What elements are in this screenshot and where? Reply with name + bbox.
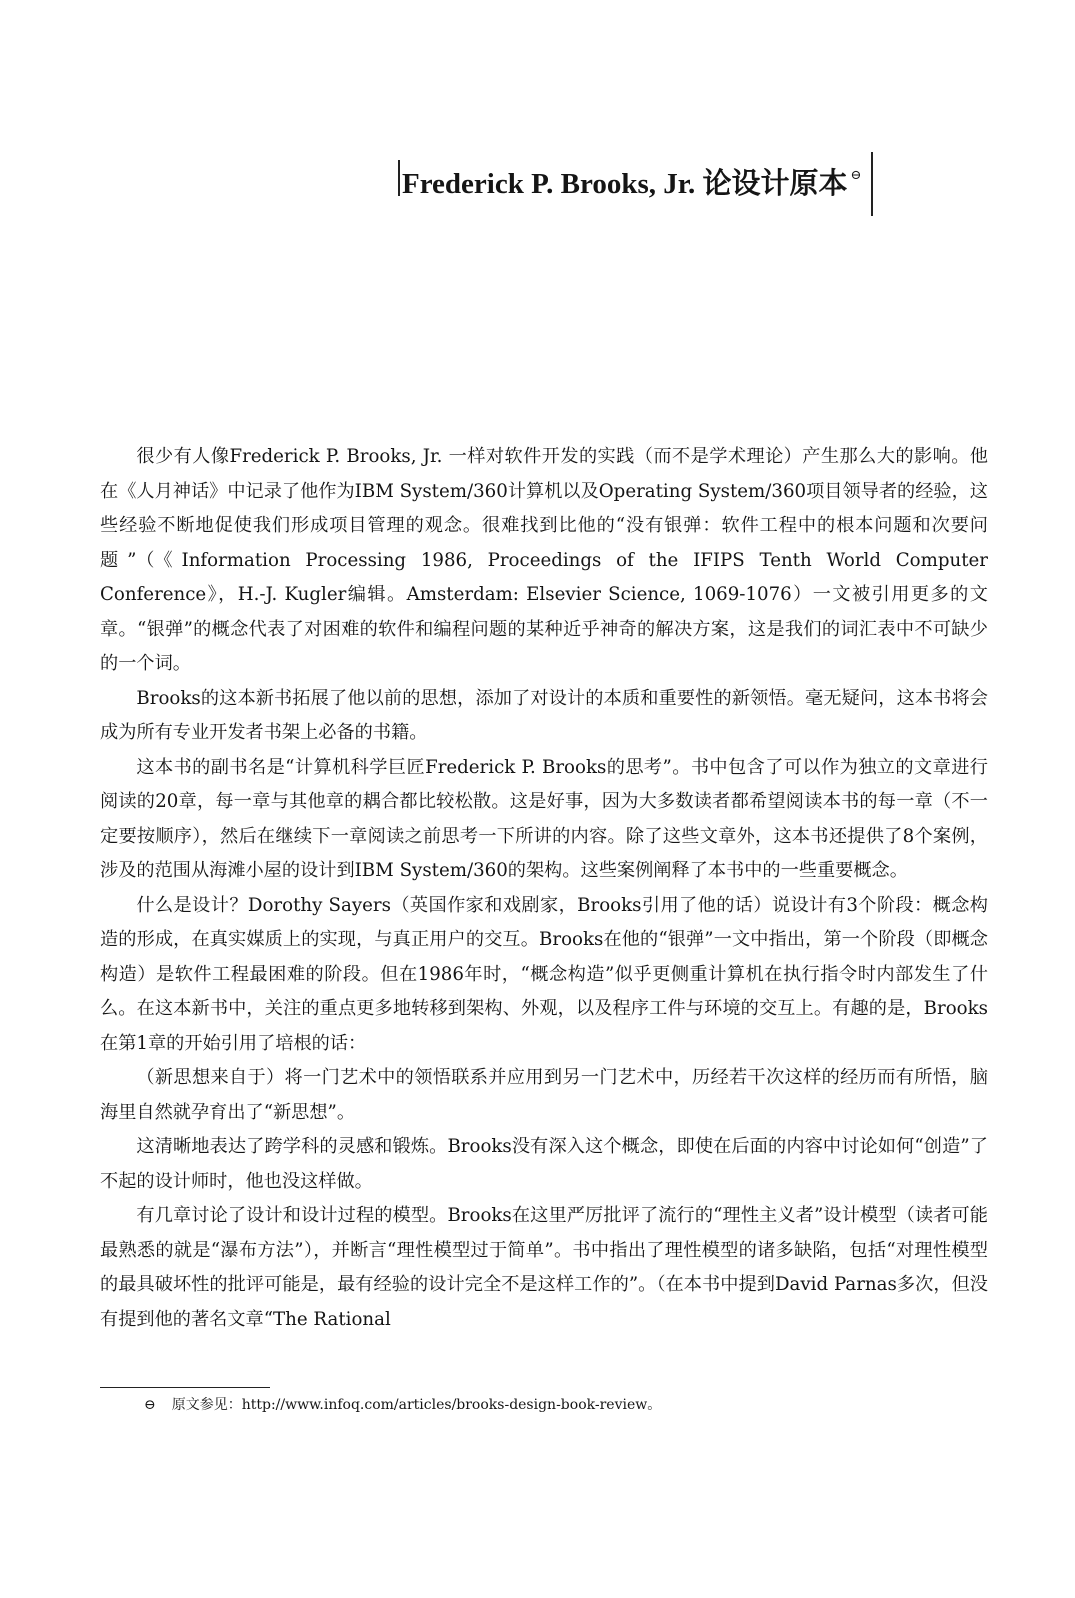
paragraph: 什么是设计？Dorothy Sayers（英国作家和戏剧家，Brooks引用了他的话）说设计有3个阶段：概念构造的形成，在真实媒质上的实现，与真正用户的交互。Brooks在他的“银弹”一文中指出，第一个阶段（即概念构造）是软件工程最困难的阶段。但在1986年时，“概念构造”似乎更侧重计算机在执行指令时内部发生了什么。在这本新书中，关注的重点更多地转移到架构、外观，以及程序工件与环境的交互上。有趣的是，Brooks在第1章的开始引用了培根的话：: [100, 894, 988, 1054]
paragraph: 很少有人像Frederick P. Brooks, Jr. 一样对软件开发的实践（而不是学术理论）产生那么大的影响。他在《人月神话》中记录了他作为IBM System/360计算机以及Operating System/360项目领导者的经验，这些经验不断地促使我们形成项目管理的观念。很难找到比他的“没有银弹：软件工程中的根本问题和次要问题”（《Information Processing 1986, Proceedings of the IFIPS Tenth World Computer Conference》，H.-J. Kugler编辑。Amsterdam: Elsevier Science, 1069-1076）一文被引用更多的文章。“银弹”的概念代表了对困难的软件和编程问题的某种近乎神奇的解决方案，这是我们的词汇表中不可缺少的一个词。: [100, 446, 988, 674]
heading-left-rule: [398, 160, 400, 196]
chapter-title-text: Frederick P. Brooks, Jr. 论设计原本: [402, 168, 848, 200]
paragraph: 这清晰地表达了跨学科的灵感和锻炼。Brooks没有深入这个概念，即使在后面的内容中讨论如何“创造”了不起的设计师时，他也没这样做。: [100, 1136, 988, 1192]
footnote: [144, 1394, 661, 1416]
chapter-heading: [398, 152, 873, 216]
body-text: [100, 440, 988, 1337]
footnote-text: 原文参见：http://www.infoq.com/articles/brooks-design-book-review。: [171, 1397, 662, 1413]
paragraph: Brooks的这本新书拓展了他以前的思想，添加了对设计的本质和重要性的新领悟。毫无疑问，这本书将会成为所有专业开发者书架上必备的书籍。: [100, 687, 988, 743]
footnote-divider: [100, 1387, 270, 1388]
heading-right-rule: [871, 152, 873, 216]
paragraph: 这本书的副书名是“计算机科学巨匠Frederick P. Brooks的思考”。书中包含了可以作为独立的文章进行阅读的20章，每一章与其他章的耦合都比较松散。这是好事，因为大多数读者都希望阅读本书的每一章（不一定要按顺序），然后在继续下一章阅读之前思考一下所讲的内容。除了这些文章外，这本书还提供了8个案例，涉及的范围从海滩小屋的设计到IBM System/360的架构。这些案例阐释了本书中的一些重要概念。: [100, 756, 988, 881]
footnote-reference-mark: ⊖: [850, 167, 862, 182]
footnote-mark: ⊖: [144, 1397, 156, 1413]
quote-paragraph: （新思想来自于）将一门艺术中的领悟联系并应用到另一门艺术中，历经若干次这样的经历而有所悟，脑海里自然就孕育出了“新思想”。: [100, 1067, 988, 1123]
chapter-title: [402, 152, 861, 207]
paragraph: 有几章讨论了设计和设计过程的模型。Brooks在这里严厉批评了流行的“理性主义者”设计模型（读者可能最熟悉的就是“瀑布方法”），并断言“理性模型过于简单”。书中指出了理性模型的诸多缺陷，包括“对理性模型的最具破坏性的批评可能是，最有经验的设计完全不是这样工作的”。（在本书中提到David Parnas多次，但没有提到他的著名文章“The Rational: [100, 1205, 988, 1330]
